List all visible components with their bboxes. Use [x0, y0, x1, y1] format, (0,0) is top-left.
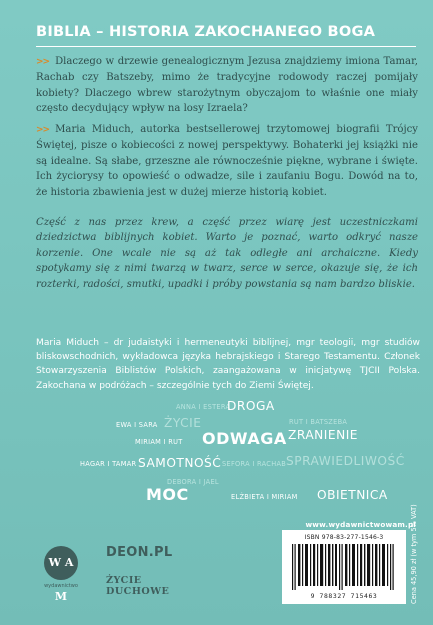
word-sprawiedliwosc: SPRAWIEDLIWOŚĆ [286, 454, 405, 468]
word-hagar-tamar: HAGAR I TAMAR [80, 460, 137, 468]
barcode-icon [290, 544, 398, 590]
word-samotnosc: SAMOTNOŚĆ [138, 456, 222, 470]
author-bio: Maria Miduch – dr judaistyki i hermeneutyki biblijnej, mgr teologii, mgr studiów bliskowschodnich, wykładowca języka hebrajskiego i Starego Testamentu. Członek Stowarzyszenia Biblistów Polskich, zaangażowana w inicjatywę TJCII Polska. Zakochana w podróżach – szczególnie tych do Ziemi Świętej. [36, 338, 420, 391]
paragraph-1-text: Dlaczego w drzewie genealogicznym Jezusa znajdziemy imiona Tamar, Rachab czy Batszeby, mimo że tradycyjne rodowody raczej pomijały kobiety? Dlaczego wbrew starożytnym obyczajom to właśnie one miały często decydujący wpływ na losy Izraela? [36, 56, 418, 115]
double-arrow-icon: >> [36, 57, 50, 67]
description-paragraph-1 [36, 54, 418, 117]
word-sefora-rachab: SEFORA I RACHAB [222, 460, 287, 468]
paragraph-2-text: Maria Miduch, autorka bestsellerowej trzytomowej biografii Trójcy Świętej, pisze o kobiecości z nowej perspektywy. Bohaterki jej książki nie są idealne. Są słabe, grzeszne ale równocześnie piękne, wybrane i święte. Ich życiorysy to opowieść o odwadze, sile i zaufaniu Bogu. Dowód na to, że historia zbawienia jest w dużej mierze historią kobiet. [36, 124, 418, 198]
word-odwaga: ODWAGA [202, 429, 287, 448]
title-divider [36, 46, 416, 47]
word-rut-batszeba: RUT I BATSZEBA [289, 418, 348, 426]
word-zycie: ŻYCIE [164, 416, 202, 430]
wam-logo-icon: W A M [44, 546, 78, 580]
author-quote: Część z nas przez krew, a część przez wiarę jest uczestniczkami dziedzictwa biblijnych kobiet. Warto je poznać, warto odkryć nasze korzenie. One wcale nie są aż tak odległe ani archaiczne. Kiedy spotykamy się z nimi twarzą w twarz, serce w serce, okazuje się, że ich rozterki, radości, smutki, upadki i próby powstania są nam bardzo bliskie. [36, 217, 418, 290]
wam-logo [40, 546, 82, 603]
word-ewa-sara: EWA I SARA [116, 421, 158, 429]
word-zranienie: ZRANIENIE [288, 428, 358, 442]
word-elzbieta-miriam: ELŻBIETA I MIRIAM [231, 493, 298, 501]
word-anna-estera: ANNA I ESTERA [176, 403, 231, 411]
double-arrow-icon: >> [36, 125, 50, 135]
word-obietnica: OBIETNICA [317, 488, 388, 502]
price-text: Cena 45,90 zł (w tym 5% VAT) [410, 504, 418, 604]
isbn-number: ISBN 978-83-277-1546-3 [304, 534, 384, 541]
description-paragraph-2 [36, 122, 418, 200]
wam-label: wydawnictwo [44, 583, 78, 589]
word-debora-jael: DEBORA I JAEL [167, 478, 219, 486]
word-cloud [0, 390, 433, 520]
price-label [410, 504, 428, 604]
word-droga: DROGA [227, 399, 275, 413]
publisher-website[interactable]: www.wydawnictwowam.pl [305, 520, 416, 529]
zycie-duchowe-logo [106, 575, 169, 597]
word-moc: MOC [146, 485, 189, 504]
deon-logo: DEON.PL [106, 545, 173, 560]
zycie-logo-line-2: DUCHOWE [106, 586, 170, 597]
word-miriam-rut: MIRIAM I RUT [135, 438, 183, 446]
zycie-logo-line-1: ŻYCIE [106, 575, 142, 586]
barcode-digits: 9 788327 715463 [310, 592, 378, 600]
cover-title: BIBLIA – HISTORIA ZAKOCHANEGO BOGA [36, 23, 376, 40]
barcode-panel [282, 530, 406, 604]
